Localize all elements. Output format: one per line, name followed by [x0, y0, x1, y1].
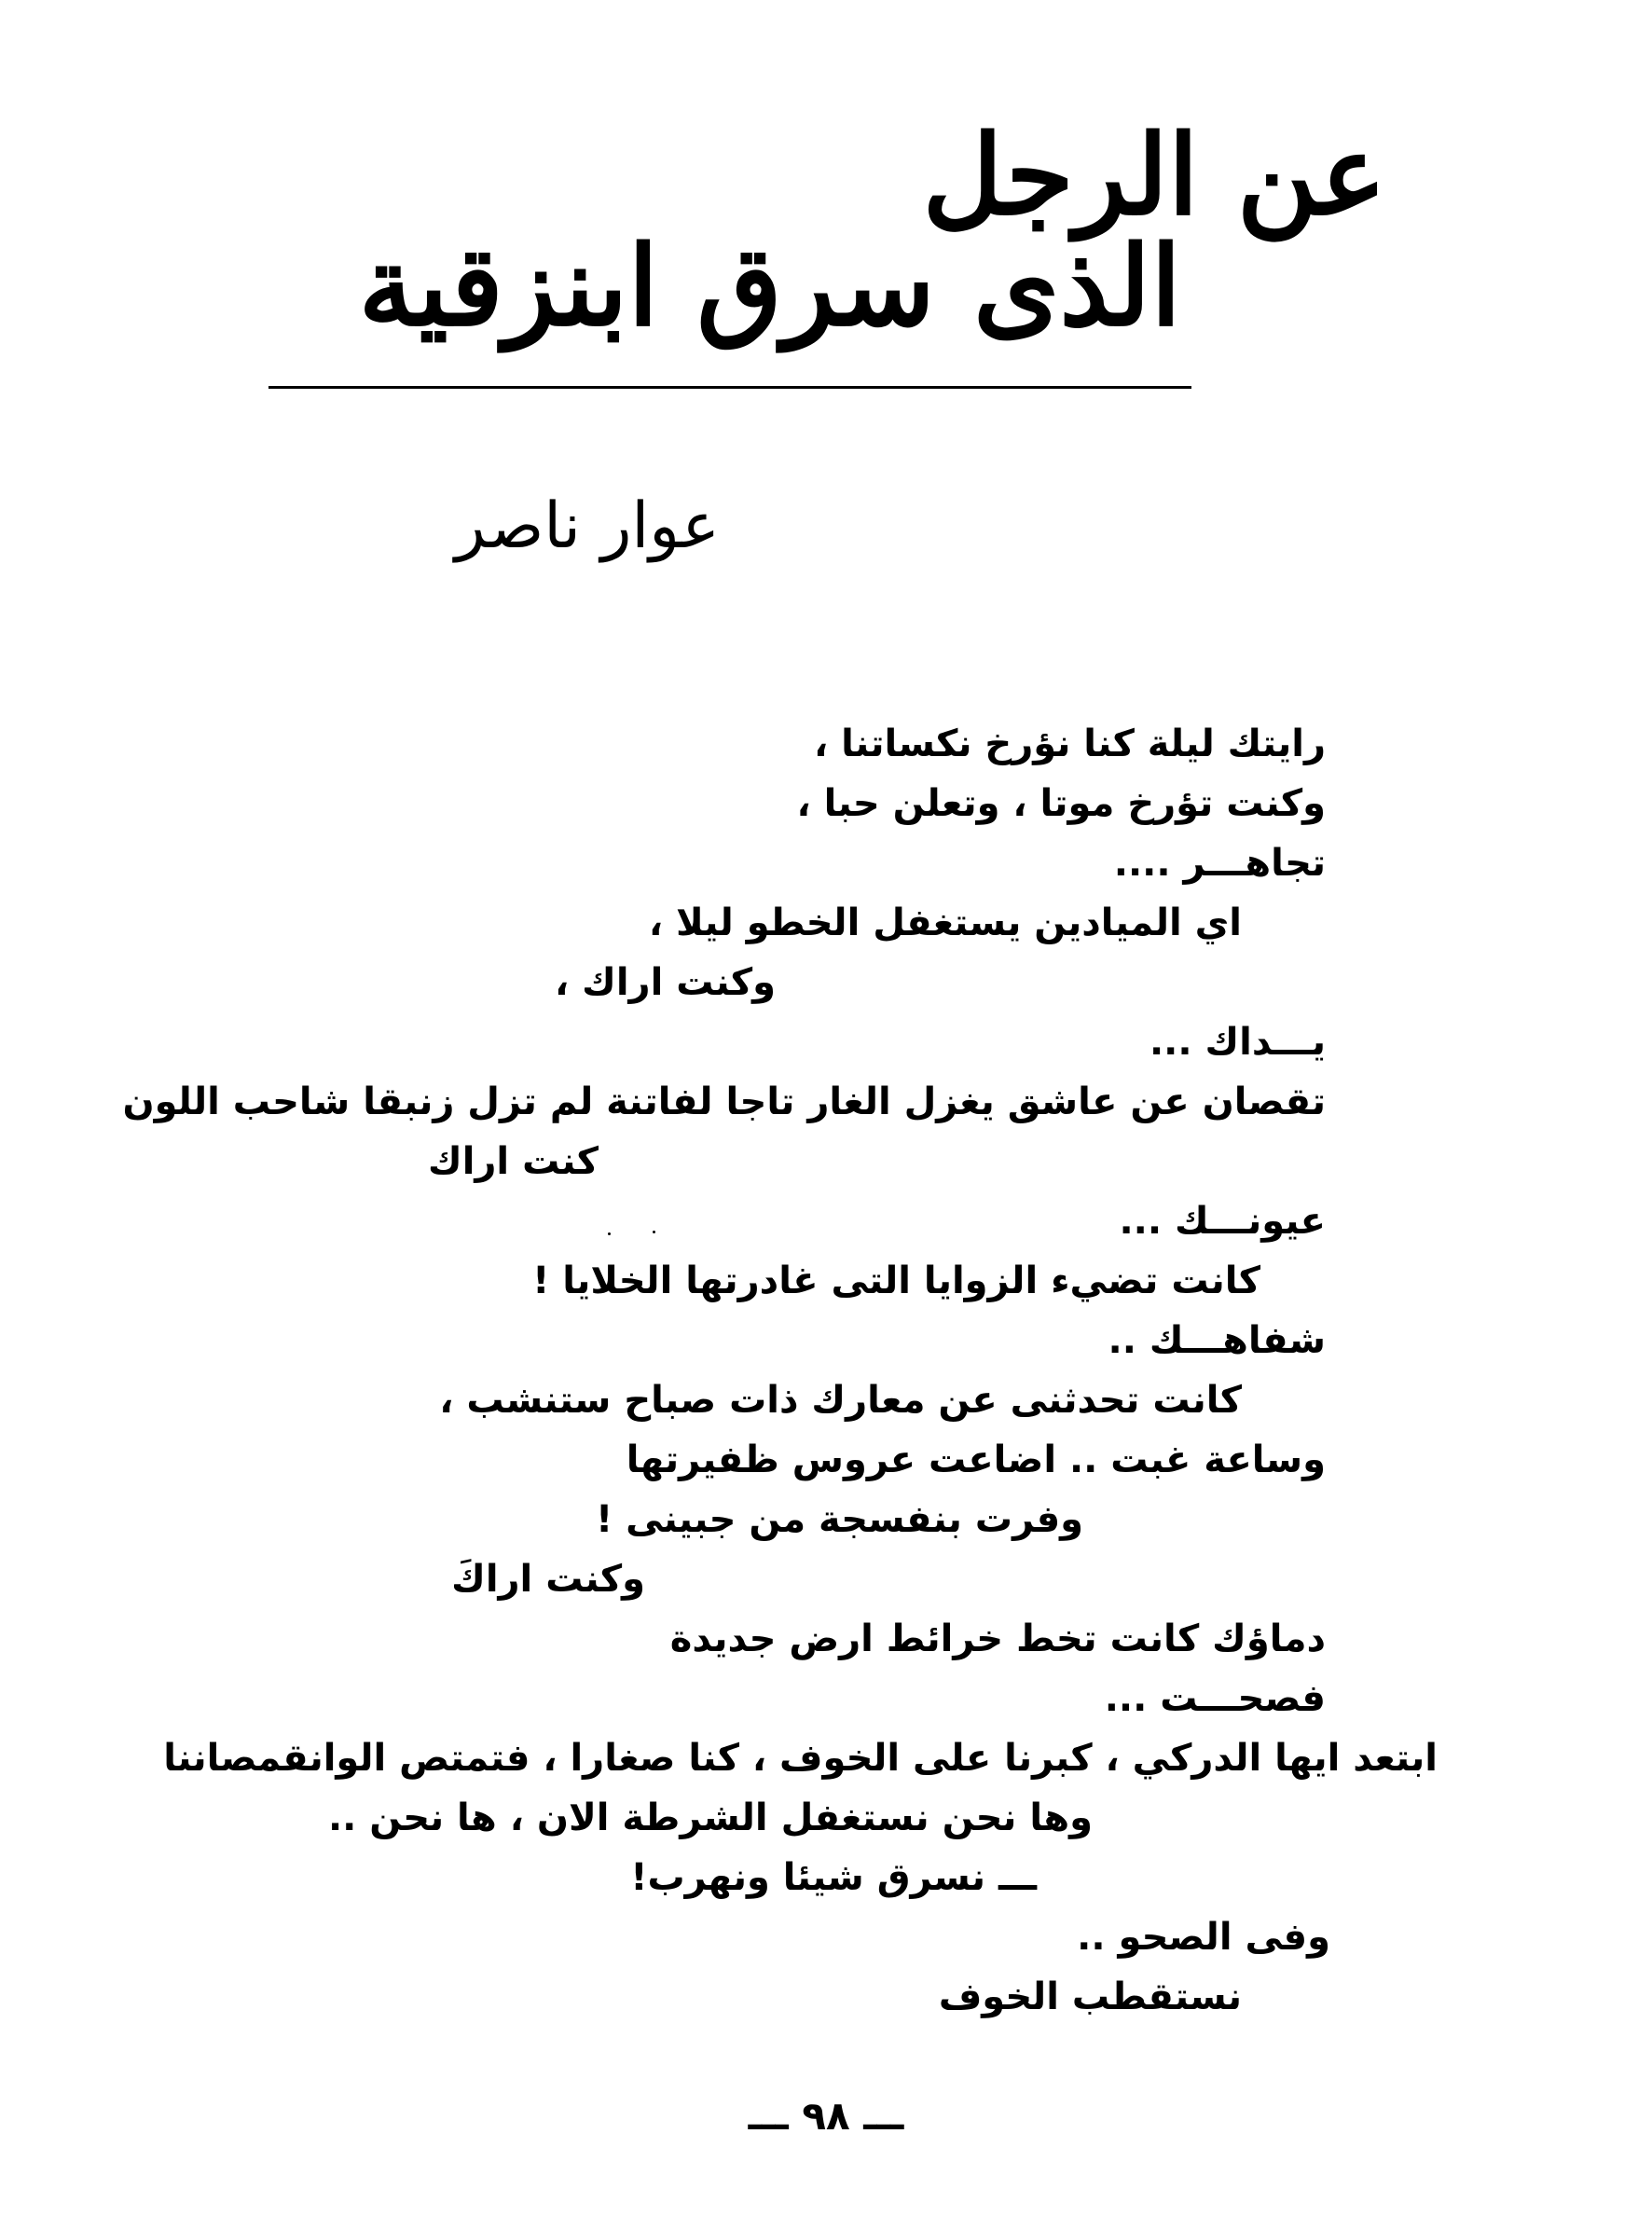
title-line-2: الذى سرق ابنزقية [358, 221, 1181, 351]
poem-line: تجاهـــر .... [1113, 842, 1326, 885]
poem-line: فصحـــت ... [1104, 1677, 1326, 1720]
poem-line: ابتعد ايها الدركي ، كبرنا على الخوف ، كنا صغارا ، فتمتص الوانقمصاننا [163, 1737, 1438, 1780]
author-signature: عوار ناصر [455, 489, 720, 563]
poem-line: وفرت بنفسجة من جبينى ! [595, 1498, 1083, 1541]
poem-line: دماؤك كانت تخط خرائط ارض جديدة [669, 1617, 1326, 1660]
poem-line: كنت اراك [428, 1140, 599, 1183]
poem-line: شفاهـــك .. [1108, 1319, 1326, 1362]
poem-line: وفى الصحو .. [1077, 1916, 1330, 1959]
poem-line: عيونـــك ... [1119, 1200, 1326, 1243]
poem-line: يـــداك ... [1149, 1021, 1326, 1064]
print-specks [608, 1231, 664, 1238]
poem-line: وساعة غبت .. اضاعت عروس ظفيرتها [626, 1438, 1326, 1481]
poem-line: كانت تضيء الزوايا التى غادرتها الخلايا ! [532, 1260, 1260, 1302]
poem-line: كانت تحدثنى عن معارك ذات صباح ستنشب ، [439, 1379, 1242, 1422]
poem-line: اي الميادين يستغفل الخطو ليلا ، [648, 902, 1242, 944]
poem-line: وكنت اراك ، [555, 961, 776, 1004]
title-underline-divider [268, 386, 1191, 389]
poem-line: وكنت تؤرخ موتا ، وتعلن حبا ، [796, 782, 1326, 825]
poem-line: نستقطب الخوف [938, 1975, 1242, 2018]
poem-line: ـــ نسرق شيئا ونهرب! [630, 1856, 1037, 1899]
poem-line: وها نحن نستغفل الشرطة الان ، ها نحن .. [327, 1796, 1093, 1839]
page-number: ـــ ٩٨ ـــ [748, 2093, 904, 2139]
poem-line: وكنت اراكَ [451, 1558, 645, 1601]
poem-line: رايتك ليلة كنا نؤرخ نكساتنا ، [813, 723, 1326, 765]
poem-line: تقصان عن عاشق يغزل الغار تاجا لفاتنة لم تزل زنبقا شاحب اللون [122, 1081, 1326, 1123]
title-line-1: عن الرجل [922, 110, 1386, 240]
